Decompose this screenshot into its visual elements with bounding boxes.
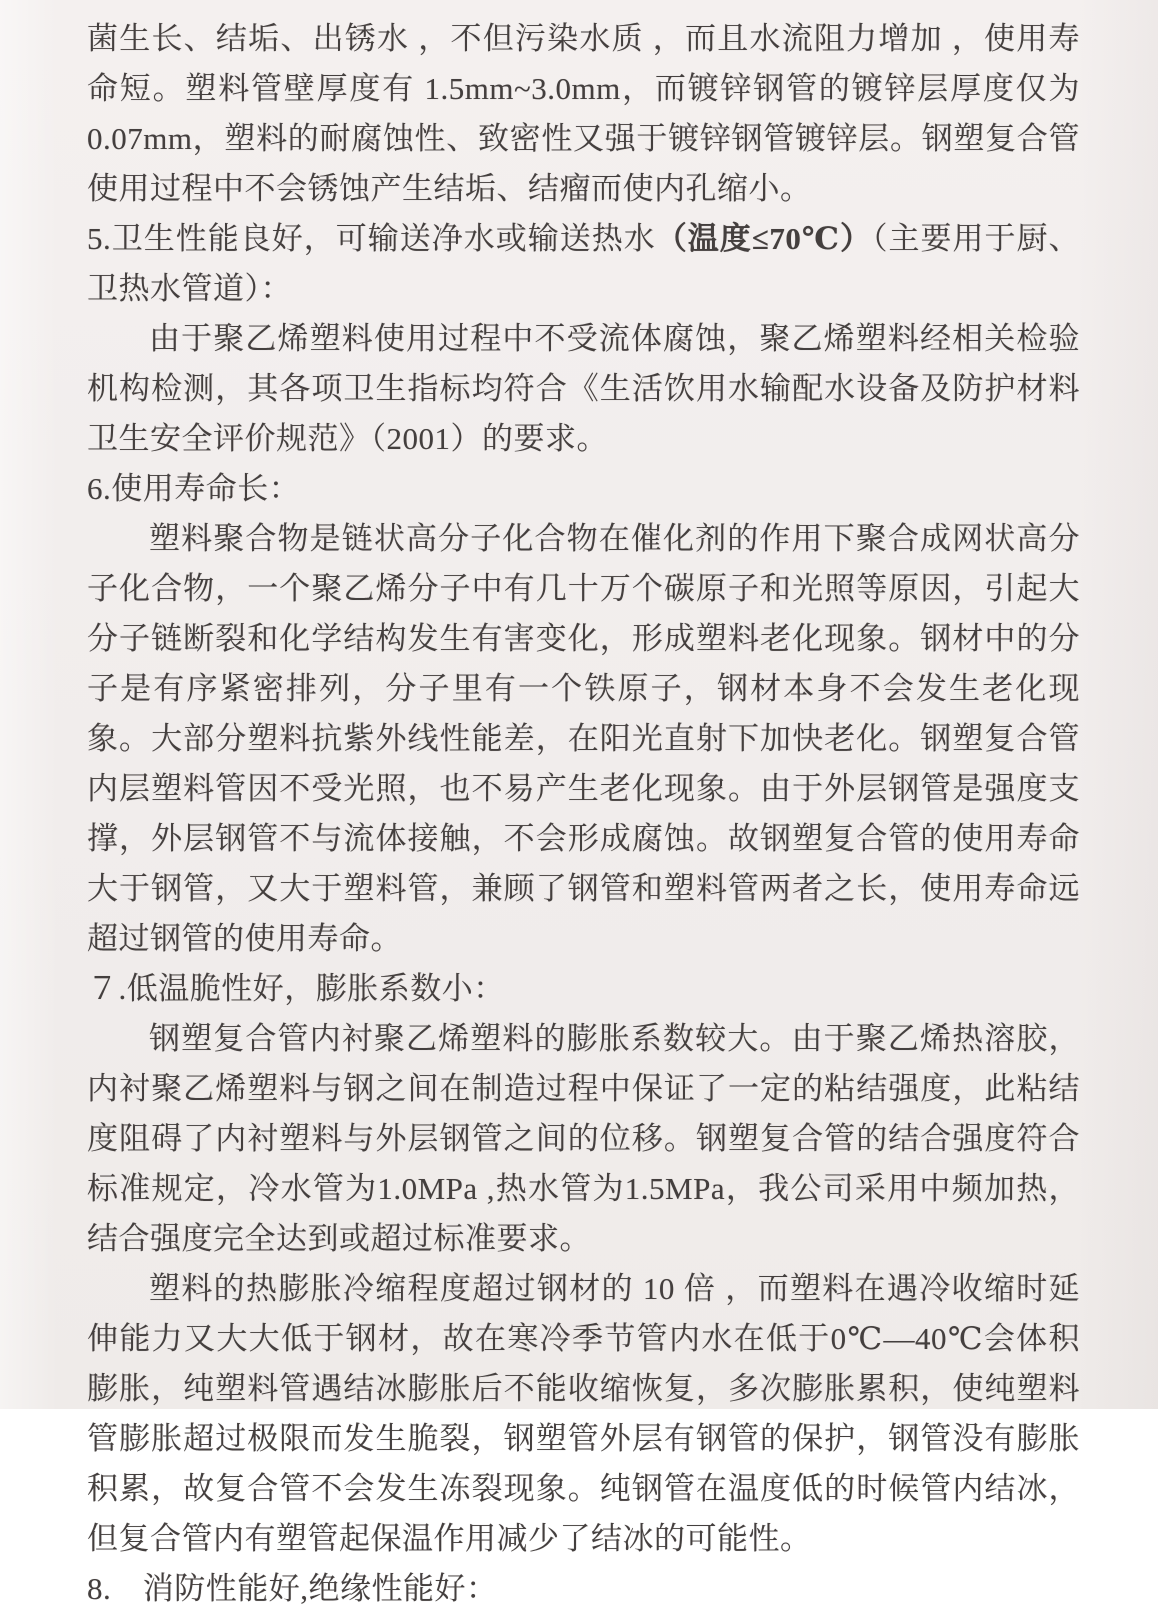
body-paragraph-continuation [87,14,1080,214]
text-run: 钢塑复合管内衬聚乙烯塑料的膨胀系数较大。由于聚乙烯热溶胶，内衬聚乙烯塑料与钢之间在制造过程中保证了一定的粘结强度，此粘结度阻碍了内衬塑料与外层钢管之间的位移。钢塑复合管的结合强度符合标准规定，冷水管为1.0MPa ,热水管为1.5MPa，我公司采用中频加热，结合强度完全达到或超过标准要求。 [87,1021,1080,1256]
text-run: 塑料的热膨胀冷缩程度超过钢材的 10 倍 ，而塑料在遇冷收缩时延伸能力又大大低于钢材，故在寒冷季节管内水在低于0℃—40℃会体积膨胀，纯塑料管遇结冰膨胀后不能收缩恢复，多次膨胀累积，使纯塑料管膨胀超过极限而发生脆裂，钢塑管外层有钢管的保护，钢管没有膨胀积累，故复合管不会发生冻裂现象。纯钢管在温度低的时候管内结冰，但复合管内有塑管起保温作用减少了结冰的可能性。 [87,1271,1080,1556]
body-paragraph [87,1264,1080,1564]
document-body [87,14,1080,1614]
text-run: 5.卫生性能良好，可输送净水或输送热水 [87,221,656,256]
text-run: 塑料聚合物是链状高分子化合物在催化剂的作用下聚合成网状高分子化合物，一个聚乙烯分子中有几十万个碳原子和光照等原因，引起大分子链断裂和化学结构发生有害变化，形成塑料老化现象。钢材中的分子是有序紧密排列，分子里有一个铁原子，钢材本身不会发生老化现象。大部分塑料抗紫外线性能差，在阳光直射下加快老化。钢塑复合管内层塑料管因不受光照，也不易产生老化现象。由于外层钢管是强度支撑，外层钢管不与流体接触，不会形成腐蚀。故钢塑复合管的使用寿命大于钢管，又大于塑料管，兼顾了钢管和塑料管两者之长，使用寿命远超过钢管的使用寿命。 [87,521,1080,956]
text-run: 6.使用寿命长： [87,471,301,506]
section-heading [87,1564,1080,1614]
section-heading [87,964,1080,1014]
body-paragraph [87,314,1080,464]
text-run: 菌生长、结垢、出锈水 ，不但污染水质 ，而且水流阻力增加 ，使用寿命短。塑料管壁厚度有 1.5mm~3.0mm，而镀锌钢管的镀锌层厚度仅为0.07mm，塑料的耐腐蚀性、致密性又强于镀锌钢管镀锌层。钢塑复合管使用过程中不会锈蚀产生结垢、结瘤而使内孔缩小。 [87,21,1080,206]
text-run: 由于聚乙烯塑料使用过程中不受流体腐蚀，聚乙烯塑料经相关检验机构检测，其各项卫生指标均符合《生活饮用水输配水设备及防护材料卫生安全评价规范》（2001）的要求。 [87,321,1080,456]
body-paragraph [87,1014,1080,1264]
text-run: （主要用于厨、卫热水管道）： [87,221,1080,306]
section-heading [87,214,1080,314]
section-heading [87,464,1080,514]
emphasized-text-run: （温度≤70℃） [655,221,872,256]
body-paragraph [87,514,1080,964]
text-run: ７.低温脆性好，膨胀系数小： [87,971,505,1006]
text-run: 8. 消防性能好,绝缘性能好： [87,1571,498,1606]
